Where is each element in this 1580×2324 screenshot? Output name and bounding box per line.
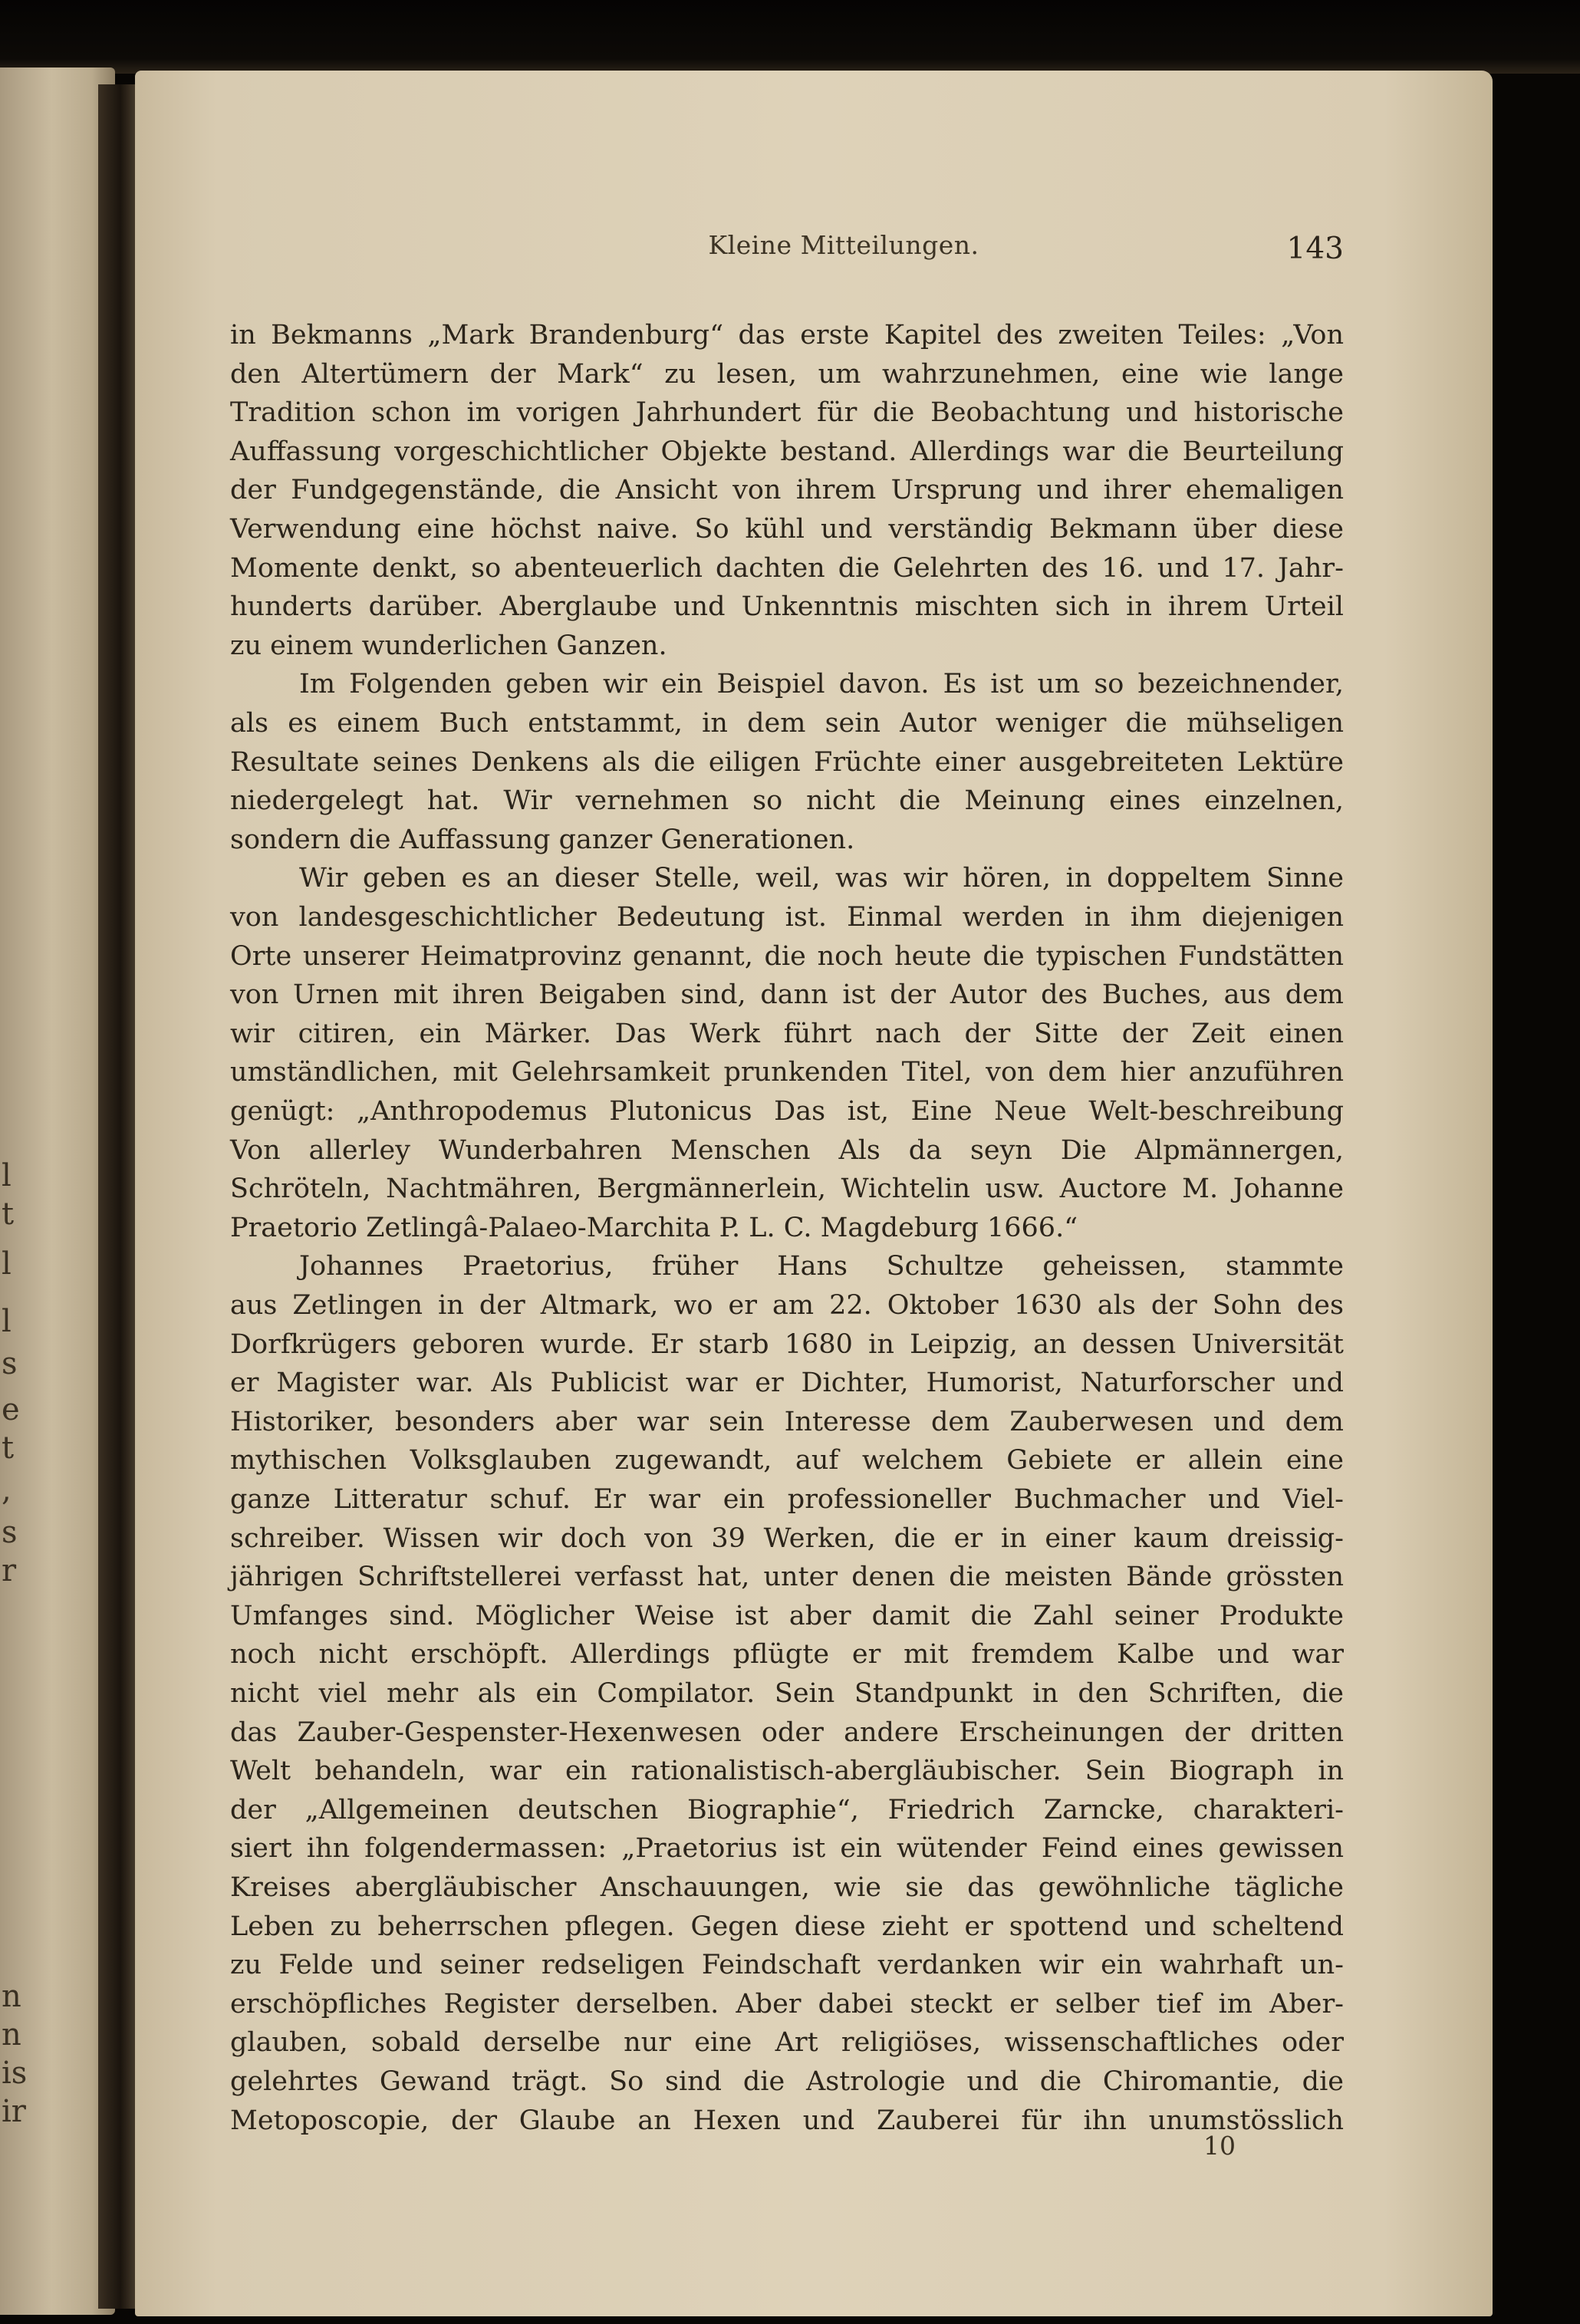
text-line: Wir geben es an dieser Stelle, weil, was wir hören, in doppeltem Sinne xyxy=(299,863,1344,894)
left-page-fragment: , xyxy=(2,1473,12,1508)
text-line: Umfanges sind. Möglicher Weise ist aber damit die Zahl seiner Produkte xyxy=(230,1600,1344,1631)
left-page-fragment: l xyxy=(2,1246,12,1282)
text-line: zu einem wunderlichen Ganzen. xyxy=(230,630,667,661)
text-line: schreiber. Wissen wir doch von 39 Werken, die er in einer kaum dreissig- xyxy=(230,1522,1344,1554)
text-line: Kreises abergläubischer Anschauungen, wie sie das gewöhnliche tägliche xyxy=(230,1872,1344,1903)
text-line: von Urnen mit ihren Beigaben sind, dann ist der Autor des Buches, aus dem xyxy=(230,979,1344,1011)
top-background xyxy=(0,0,1580,74)
text-line: niedergelegt hat. Wir vernehmen so nicht die Meinung eines einzelnen, xyxy=(230,785,1344,817)
text-line: erschöpfliches Register derselben. Aber dabei steckt er selber tief im Aber- xyxy=(230,1988,1344,2020)
text-line: Im Folgenden geben wir ein Beispiel davon. Es ist um so bezeichnender, xyxy=(299,669,1344,700)
signature-mark: 10 xyxy=(1203,2131,1236,2161)
text-line: glauben, sobald derselbe nur eine Art religiöses, wissenschaftliches oder xyxy=(230,2027,1344,2059)
text-line: Von allerley Wunderbahren Menschen Als da seyn Die Alpmännergen, xyxy=(230,1134,1344,1166)
text-line: ganze Litteratur schuf. Er war ein professioneller Buchmacher und Viel- xyxy=(230,1484,1344,1515)
text-line: noch nicht erschöpft. Allerdings pflügte er mit fremdem Kalbe und war xyxy=(230,1639,1344,1671)
text-line: als es einem Buch entstammt, in dem sein Autor weniger die mühseligen xyxy=(230,708,1344,739)
left-page-fragment: ir xyxy=(2,2094,26,2129)
text-line: er Magister war. Als Publicist war er Dichter, Humorist, Naturforscher und xyxy=(230,1368,1344,1399)
left-page-fragment: l xyxy=(2,1304,12,1339)
text-line: Metoposcopie, der Glaube an Hexen und Zauberei für ihn unumstösslich xyxy=(230,2105,1344,2136)
text-line: wir citiren, ein Märker. Das Werk führt nach der Sitte der Zeit einen xyxy=(230,1018,1344,1049)
text-line: Dorfkrügers geboren wurde. Er starb 1680 in Leipzig, an dessen Universität xyxy=(230,1328,1344,1360)
running-title: Kleine Mitteilungen. xyxy=(708,230,979,260)
text-line: der „Allgemeinen deutschen Biographie“, Friedrich Zarncke, charakteri- xyxy=(230,1794,1344,1825)
text-line: genügt: „Anthropodemus Plutonicus Das ist, Eine Neue Welt-beschreibung xyxy=(230,1096,1344,1127)
text-line: Orte unserer Heimatprovinz genannt, die noch heute die typischen Fundstätten xyxy=(230,940,1344,972)
text-line: mythischen Volksglauben zugewandt, auf welchem Gebiete er allein eine xyxy=(230,1445,1344,1476)
page-number: 143 xyxy=(1286,232,1344,266)
left-page-fragment: t xyxy=(2,1197,15,1232)
text-line: Resultate seines Denkens als die eiligen Früchte einer ausgebreiteten Lektüre xyxy=(230,746,1344,778)
text-line: Praetorio Zetlingâ-Palaeo-Marchita P. L. C. Magdeburg 1666.“ xyxy=(230,1212,1078,1243)
text-line: umständlichen, mit Gelehrsamkeit prunkenden Titel, von dem hier anzuführen xyxy=(230,1057,1344,1088)
text-line: von landesgeschichtlicher Bedeutung ist. Einmal werden in ihm diejenigen xyxy=(230,902,1344,933)
text-line: Auffassung vorgeschichtlicher Objekte bestand. Allerdings war die Beurteilung xyxy=(230,436,1344,467)
left-page-fragment: t xyxy=(2,1430,15,1466)
text-line: aus Zetlingen in der Altmark, wo er am 22. Oktober 1630 als der Sohn des xyxy=(230,1290,1344,1321)
text-line: jährigen Schriftstellerei verfasst hat, unter denen die meisten Bände grössten xyxy=(230,1562,1344,1593)
text-line: gelehrtes Gewand trägt. So sind die Astrologie und die Chiromantie, die xyxy=(230,2066,1344,2097)
text-line: nicht viel mehr als ein Compilator. Sein Standpunkt in den Schriften, die xyxy=(230,1678,1344,1709)
text-line: Johannes Praetorius, früher Hans Schultze geheissen, stammte xyxy=(299,1251,1344,1282)
text-line: das Zauber-Gespenster-Hexenwesen oder andere Erscheinungen der dritten xyxy=(230,1717,1344,1748)
left-page-fragment: s xyxy=(2,1346,18,1381)
text-line: zu Felde und seiner redseligen Feindschaft verdanken wir ein wahrhaft un- xyxy=(230,1950,1344,1981)
text-line: der Fundgegenstände, die Ansicht von ihrem Ursprung und ihrer ehemaligen xyxy=(230,475,1344,506)
left-page-fragment: e xyxy=(2,1392,20,1427)
text-line: Verwendung eine höchst naive. So kühl und verständig Bekmann über diese xyxy=(230,514,1344,545)
text-line: Tradition schon im vorigen Jahrhundert für die Beobachtung und historische xyxy=(230,397,1344,429)
text-line: Historiker, besonders aber war sein Interesse dem Zauberwesen und dem xyxy=(230,1406,1344,1437)
text-line: Welt behandeln, war ein rationalistisch-abergläubischer. Sein Biograph in xyxy=(230,1756,1344,1787)
text-line: in Bekmanns „Mark Brandenburg“ das erste Kapitel des zweiten Teiles: „Von xyxy=(230,320,1344,351)
text-line: Schröteln, Nachtmähren, Bergmännerlein, Wichtelin usw. Auctore M. Johanne xyxy=(230,1174,1344,1205)
left-page-fragment: l xyxy=(2,1158,12,1193)
text-line: den Altertümern der Mark“ zu lesen, um wahrzunehmen, eine wie lange xyxy=(230,358,1344,390)
text-line: Leben zu beherrschen pflegen. Gegen diese zieht er spottend und scheltend xyxy=(230,1911,1344,1942)
text-line: hunderts darüber. Aberglaube und Unkenntnis mischten sich in ihrem Urteil xyxy=(230,591,1344,623)
text-line: sondern die Auffassung ganzer Generationen. xyxy=(230,824,855,855)
text-line: siert ihn folgendermassen: „Praetorius ist ein wütender Feind eines gewissen xyxy=(230,1833,1344,1865)
text-line: Momente denkt, so abenteuerlich dachten die Gelehrten des 16. und 17. Jahr- xyxy=(230,552,1344,584)
left-page-fragment: n xyxy=(2,1979,21,2014)
left-page-fragment: r xyxy=(2,1553,17,1588)
left-page-fragment: s xyxy=(2,1515,18,1550)
left-page-fragment: is xyxy=(2,2056,28,2091)
left-page-fragment: n xyxy=(2,2017,21,2052)
